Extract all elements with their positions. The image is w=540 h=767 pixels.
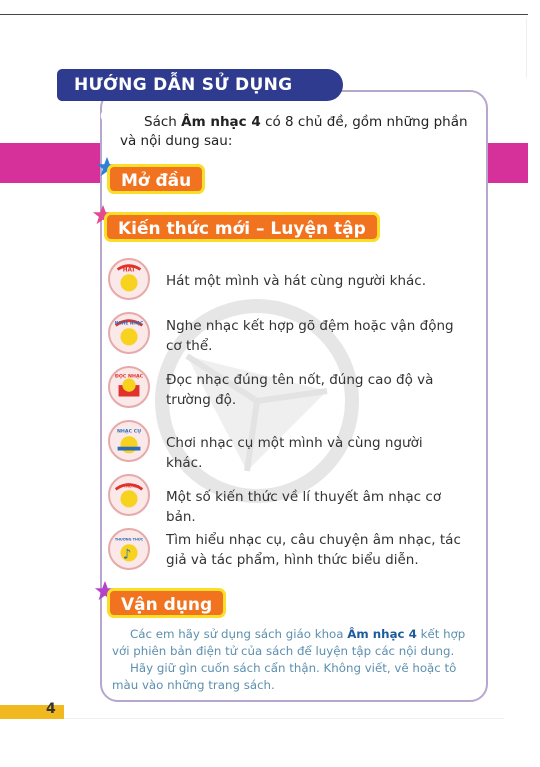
badge-thuong-thuc-icon	[108, 528, 150, 570]
van-dung-paragraph-1: Các em hãy sử dụng sách giáo khoa Âm nhạc 4 kết hợp với phiên bản điện tử của sách để luyện tập các nội dung.	[112, 627, 466, 658]
badge-nghe-nhac-icon	[108, 312, 150, 354]
magenta-band-left	[0, 143, 111, 183]
activity-text: Một số kiến thức về lí thuyết âm nhạc cơ bản.	[166, 489, 442, 525]
badge-li-thuyet-icon	[108, 474, 150, 516]
badge-hat-icon	[108, 258, 150, 300]
van-dung-paragraph-2: Hãy giữ gìn cuốn sách cẩn thận. Không viết, vẽ hoặc tô màu vào những trang sách.	[112, 661, 457, 692]
svg-text:THƯỜNG THỨC: THƯỜNG THỨC	[114, 537, 144, 542]
svg-text:NHẠC CỤ: NHẠC CỤ	[116, 429, 142, 435]
svg-text:♪: ♪	[122, 547, 132, 563]
right-rule	[526, 18, 527, 78]
svg-text:NGHE NHẠC: NGHE NHẠC	[114, 321, 144, 327]
activity-text: Đọc nhạc đúng tên nốt, đúng cao độ và trường độ.	[166, 372, 434, 408]
footer-rule	[64, 718, 504, 719]
section-van-dung: Vận dụng	[107, 588, 226, 618]
activity-text: Tìm hiểu nhạc cụ, câu chuyện âm nhạc, tác giả và tác phẩm, hình thức biểu diễn.	[166, 532, 461, 568]
badge-doc-nhac-icon	[108, 366, 150, 408]
page-title: HƯỚNG DẪN SỬ DỤNG SÁCH	[57, 69, 343, 101]
section-mo-dau: Mở đầu	[107, 164, 205, 194]
top-rule	[0, 14, 528, 15]
svg-text:LÍ THUYẾT: LÍ THUYẾT	[119, 484, 139, 489]
intro-paragraph: Sách Âm nhạc 4 có 8 chủ đề, gồm những phần và nội dung sau:	[120, 114, 468, 149]
section-kien-thuc-moi: Kiến thức mới – Luyện tập	[104, 212, 380, 242]
activity-text: Chơi nhạc cụ một mình và cùng người khác.	[166, 435, 423, 471]
activity-text: Hát một mình và hát cùng người khác.	[166, 273, 427, 289]
svg-text:ĐỌC NHẠC: ĐỌC NHẠC	[114, 374, 144, 380]
svg-text:HÁT: HÁT	[122, 267, 136, 274]
badge-nhac-cu-icon	[108, 420, 150, 462]
activity-text: Nghe nhạc kết hợp gõ đệm hoặc vận động cơ thể.	[166, 318, 454, 354]
page-number: 4	[46, 701, 56, 717]
